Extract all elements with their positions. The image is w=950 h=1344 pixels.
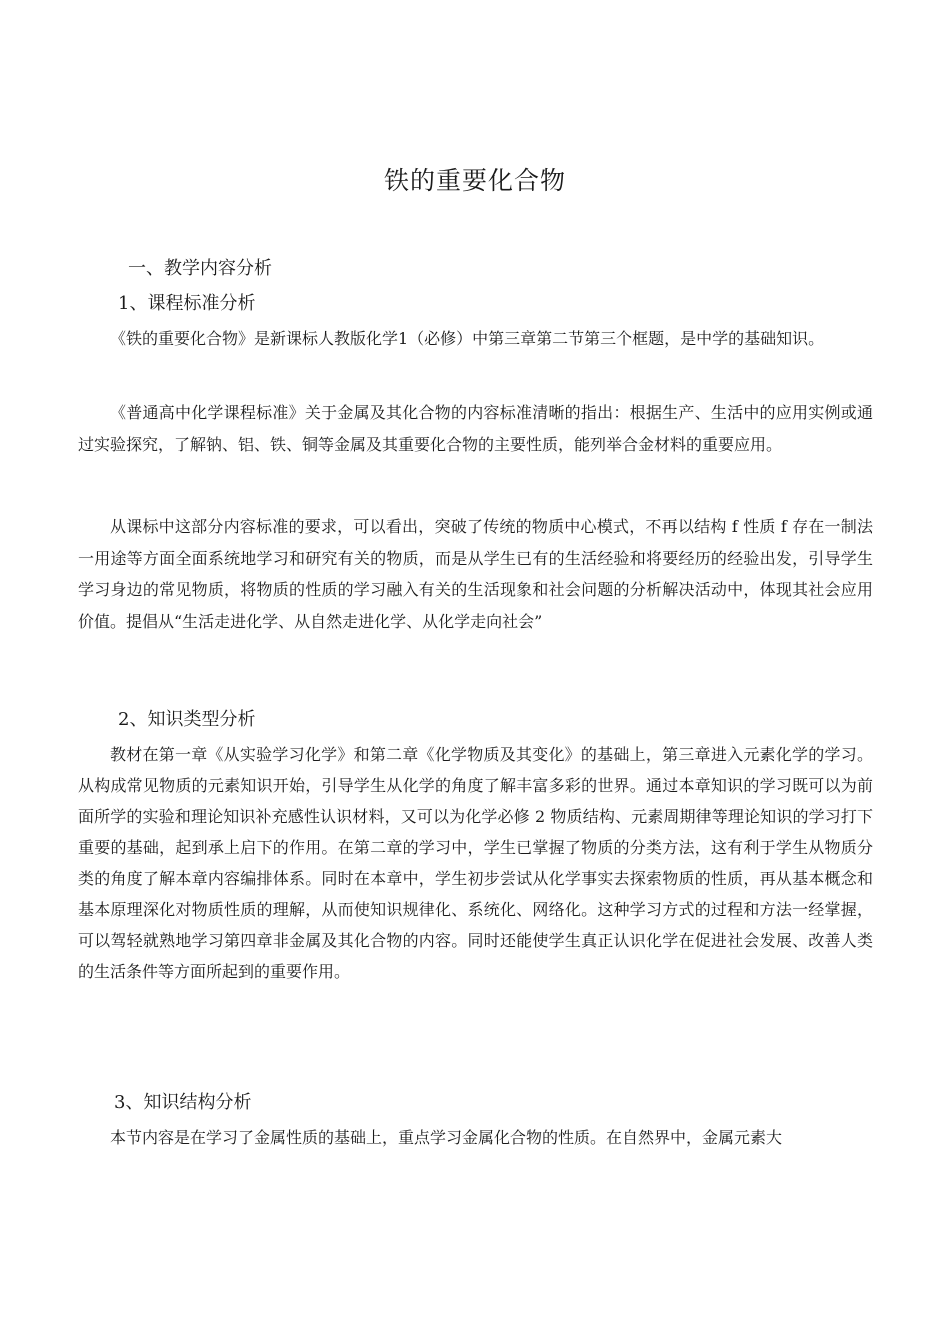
paragraph-curriculum-requirement: 从课标中这部分内容标准的要求，可以看出，突破了传统的物质中心模式，不再以结构 f 性质 f 存在一制法一用途等方面全面系统地学习和研究有关的物质，而是从学生已有的生活经验和将要经历的经验出发，引导学生学习身边的常见物质，将物质的性质的学习融入有关的生活现象和社会问题的分析解决活动中，体现其社会应用价值。提倡从“生活走进化学、从自然走进化学、从化学走向社会” <box>78 517 873 631</box>
paragraph-knowledge-structure: 本节内容是在学习了金属性质的基础上，重点学习金属化合物的性质。在自然界中，金属元素大 <box>110 1128 783 1147</box>
subsection-heading-curriculum: 1、课程标准分析 <box>118 293 256 314</box>
paragraph-curriculum-intro: 《铁的重要化合物》是新课标人教版化学1（必修）中第三章第二节第三个框题，是中学的基础知识。 <box>110 329 825 348</box>
document-title: 铁的重要化合物 <box>383 166 566 195</box>
subsection-heading-knowledge-structure: 3、知识结构分析 <box>114 1092 252 1113</box>
paragraph-curriculum-standard: 《普通高中化学课程标准》关于金属及其化合物的内容标准清晰的指出：根据生产、生活中的应用实例或通过实验探究，了解钠、铝、铁、铜等金属及其重要化合物的主要性质，能列举合金材料的重要应用。 <box>78 403 873 454</box>
section-heading-teaching-content: 一、教学内容分析 <box>128 258 272 279</box>
paragraph-knowledge-type: 教材在第一章《从实验学习化学》和第二章《化学物质及其变化》的基础上，第三章进入元素化学的学习。从构成常见物质的元素知识开始，引导学生从化学的角度了解丰富多彩的世界。通过本章知识的学习既可以为前面所学的实验和理论知识补充感性认识材料，又可以为化学必修 2 物质结构、元素周期律等理论知识的学习打下重要的基础，起到承上启下的作用。在第二章的学习中，学生已掌握了物质的分类方法，这有利于学生从物质分类的角度了解本章内容编排体系。同时在本章中，学生初步尝试从化学事实去探索物质的性质，再从基本概念和基本原理深化对物质性质的理解，从而使知识规律化、系统化、网络化。这种学习方式的过程和方法一经掌握，可以驾轻就熟地学习第四章非金属及其化合物的内容。同时还能使学生真正认识化学在促进社会发展、改善人类的生活条件等方面所起到的重要作用。 <box>78 745 873 981</box>
subsection-heading-knowledge-type: 2、知识类型分析 <box>118 709 256 730</box>
